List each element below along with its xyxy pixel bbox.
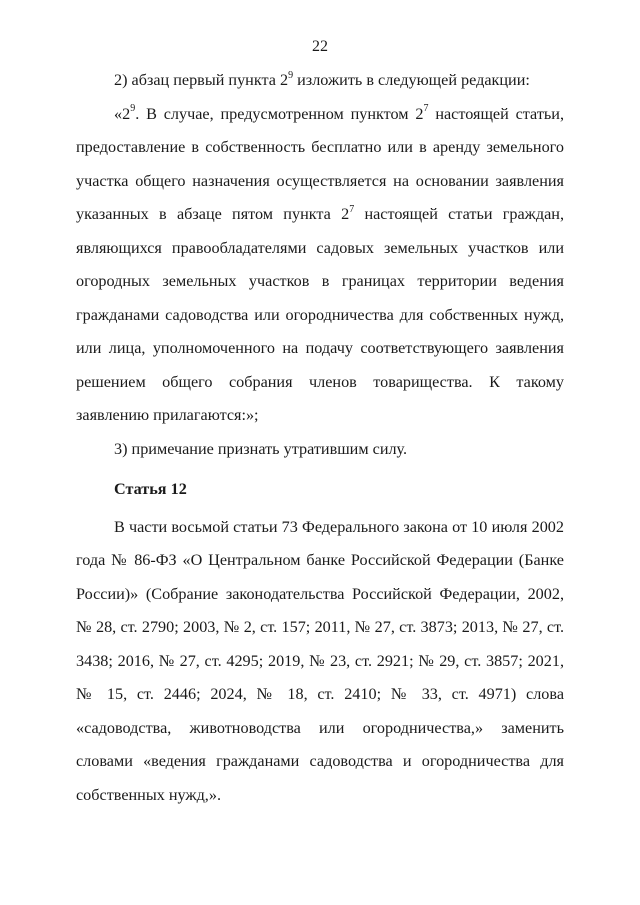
superscript: 9 xyxy=(130,103,136,115)
paragraph-item-3: 3) примечание признать утратившим силу. xyxy=(114,439,408,458)
quote-part-3: настоящей статьи граждан, являющихся правообладателями садовых земельных участков или огородных земельных участков в границах территории ведения гражданами садоводства или огородничества для собственных нужд, или лица, уполномоченного на подачу соответствующего заявления решением общего собрания членов товарищества. К такому заявлению прилагаются:»; xyxy=(76,205,564,424)
item-2-text: 2) абзац первый пункта 2 xyxy=(114,71,289,89)
page-number: 22 xyxy=(312,38,328,55)
paragraph-quote xyxy=(76,98,564,433)
document-body xyxy=(76,64,564,812)
quote-part-2: настоящей статьи, предоставление в собственность бесплатно или в аренду земельного участка общего назначения осуществляется на основании заявления указанных в абзаце пятом пункта 2 xyxy=(76,104,564,223)
item-2-text-end: изложить в следующей редакции: xyxy=(293,71,530,89)
superscript: 7 xyxy=(349,203,355,215)
quote-start: «2 xyxy=(114,104,131,123)
quote-part-1: . В случае, предусмотренном пунктом 2 xyxy=(135,104,424,123)
paragraph-item-2 xyxy=(76,64,564,98)
superscript: 9 xyxy=(288,69,294,81)
article-heading: Статья 12 xyxy=(114,480,187,498)
paragraph-article-12: В части восьмой статьи 73 Федерального закона от 10 июля 2002 года № 86-ФЗ «О Центральном банке Российской Федерации (Банке России)» (Собрание законодательства Российской Федерации, 2002, № 28, ст. 2790; 2003, № 2, ст. 157; 2011, № 27, ст. 3873; 2013, № 27, ст. 3438; 2016, № 27, ст. 4295; 2019, № 23, ст. 2921; № 29, ст. 3857; 2021, № 15, ст. 2446; 2024, № 18, ст. 2410; № 33, ст. 4971) слова «садоводства, животноводства или огородничества,» заменить словами «ведения гражданами садоводства и огородничества для собственных нужд,». xyxy=(76,517,564,804)
superscript: 7 xyxy=(423,103,429,115)
